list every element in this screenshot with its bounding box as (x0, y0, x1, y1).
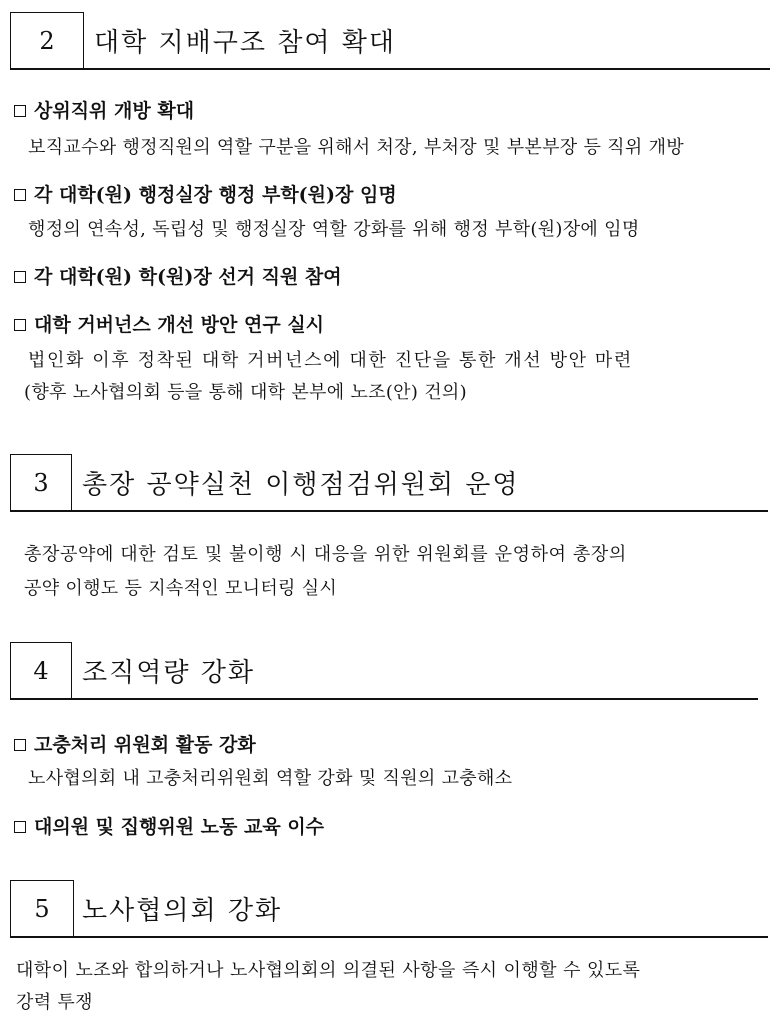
section-divider (10, 68, 770, 70)
item-heading: 상위직위 개방 확대 (34, 100, 195, 122)
section-divider (10, 510, 768, 512)
checkbox-square-icon (14, 189, 26, 201)
item-heading: 고충처리 위원회 활동 강화 (34, 734, 256, 756)
section-number: 4 (10, 642, 72, 699)
item-heading: 대의원 및 집행위원 노동 교육 이수 (34, 816, 325, 838)
item-heading: 각 대학(원) 학(원)장 선거 직원 참여 (34, 266, 342, 288)
section-title: 대학 지배구조 참여 확대 (94, 27, 396, 58)
section-divider (10, 698, 758, 700)
section-body: 공약 이행도 등 지속적인 모니터링 실시 (24, 578, 338, 599)
item-description: 보직교수와 행정직원의 역할 구분을 위해서 처장, 부처장 및 부본부장 등 직위 개방 (28, 137, 684, 158)
section-5-header (10, 880, 768, 938)
list-item (14, 730, 256, 757)
list-item (14, 96, 194, 123)
list-item (14, 180, 397, 207)
section-number: 5 (10, 880, 74, 937)
section-number: 3 (10, 454, 72, 511)
item-heading: 대학 거버넌스 개선 방안 연구 실시 (34, 314, 325, 336)
section-2-header (10, 12, 770, 70)
item-heading: 각 대학(원) 행정실장 행정 부학(원)장 임명 (34, 184, 397, 206)
item-description: 행정의 연속성, 독립성 및 행정실장 역할 강화를 위해 행정 부학(원)장에 임명 (28, 219, 640, 240)
section-4-header (10, 642, 758, 700)
section-divider (10, 936, 768, 938)
checkbox-square-icon (14, 319, 26, 331)
list-item (14, 310, 324, 337)
section-number: 2 (10, 12, 84, 69)
item-description: 노사협의회 내 고충처리위원회 역할 강화 및 직원의 고충해소 (28, 768, 513, 789)
section-body: 강력 투쟁 (16, 992, 93, 1013)
section-body: 대학이 노조와 합의하거나 노사협의회의 의결된 사항을 즉시 이행할 수 있도록 (16, 960, 641, 981)
checkbox-square-icon (14, 739, 26, 751)
section-title: 조직역량 강화 (82, 657, 255, 688)
section-body: 총장공약에 대한 검토 및 불이행 시 대응을 위한 위원회를 운영하여 총장의 (24, 544, 627, 565)
section-title: 총장 공약실천 이행점검위원회 운영 (82, 469, 520, 500)
list-item (14, 812, 324, 839)
checkbox-square-icon (14, 271, 26, 283)
item-description: 법인화 이후 정착된 대학 거버넌스에 대한 진단을 통한 개선 방안 마련 (28, 350, 633, 371)
checkbox-square-icon (14, 105, 26, 117)
item-description: (향후 노사협의회 등을 통해 대학 본부에 노조(안) 건의) (24, 382, 467, 403)
section-3-header (10, 454, 770, 512)
list-item (14, 262, 342, 289)
checkbox-square-icon (14, 821, 26, 833)
section-title: 노사협의회 강화 (82, 895, 283, 926)
